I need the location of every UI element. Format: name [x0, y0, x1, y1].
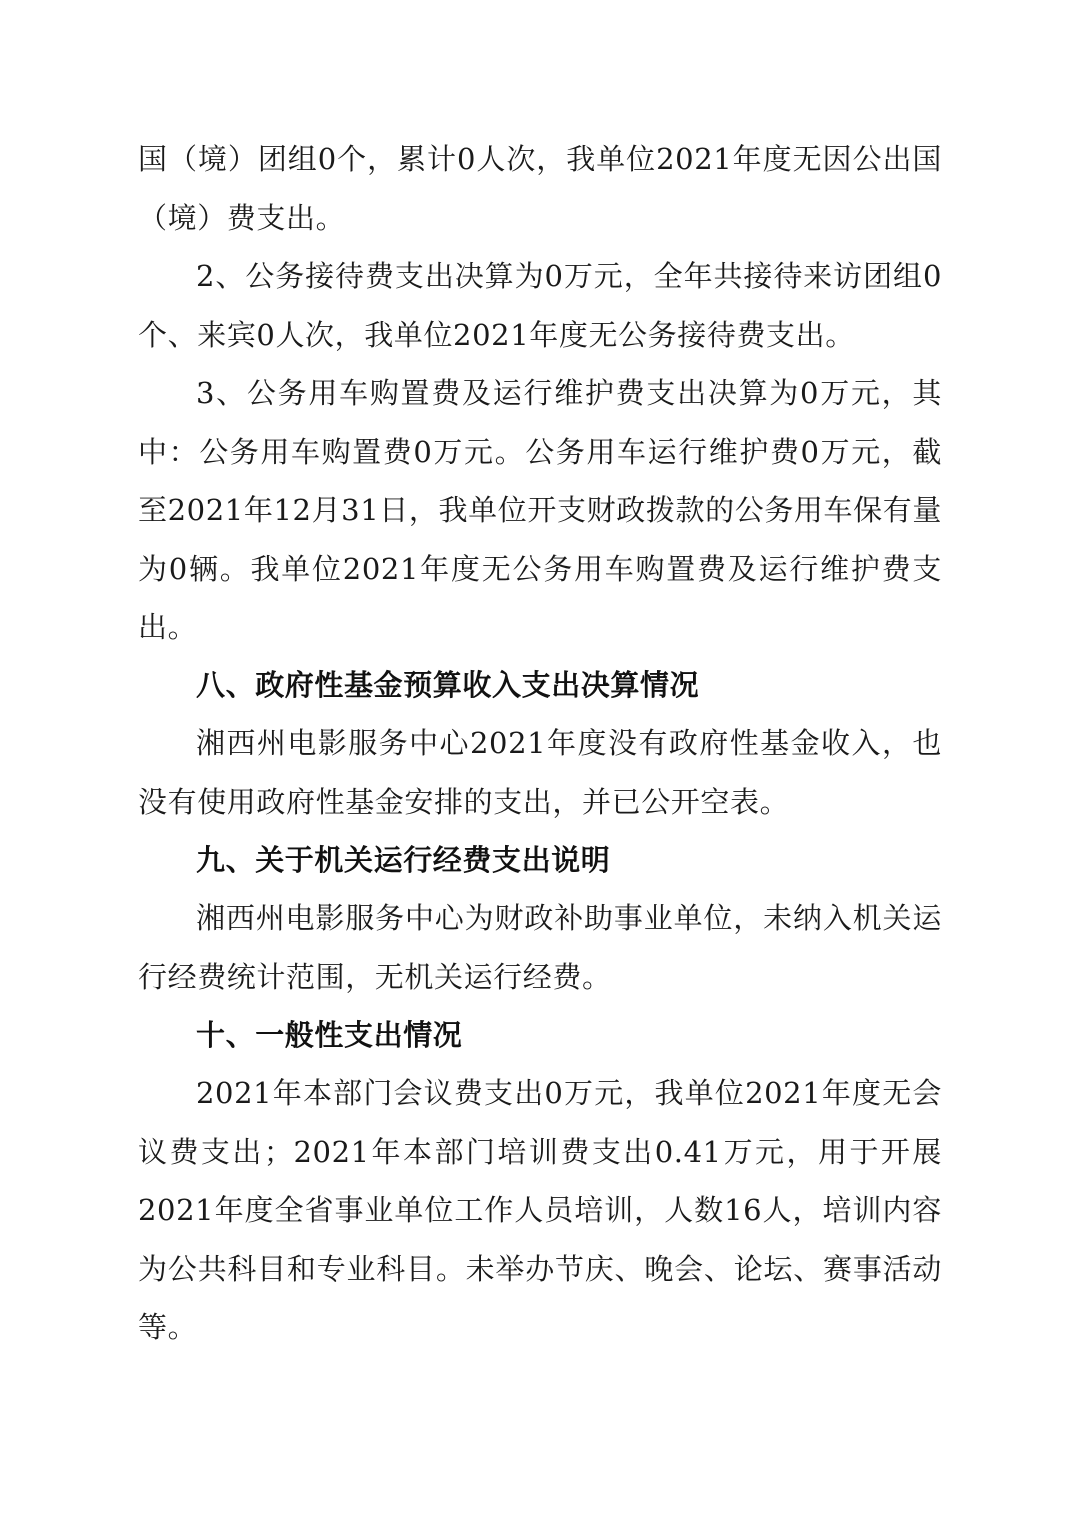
section-heading-general-expenditure: 十、一般性支出情况: [196, 1018, 463, 1052]
paragraph-government-funds: 湘西州电影服务中心2021年度没有政府性基金收入，也没有使用政府性基金安排的支出，并已公开空表。: [138, 726, 942, 819]
section-heading-government-funds: 八、政府性基金预算收入支出决算情况: [196, 668, 700, 702]
section-heading-operating-expenses: 九、关于机关运行经费支出说明: [196, 843, 611, 877]
paragraph-official-reception: 2、公务接待费支出决算为0万元，全年共接待来访团组0个、来宾0人次，我单位2021年度无公务接待费支出。: [138, 259, 942, 352]
paragraph-general-expenditure: 2021年本部门会议费支出0万元，我单位2021年度无会议费支出；2021年本部门培训费支出0.41万元，用于开展2021年度全省事业单位工作人员培训，人数16人，培训内容为公共科目和专业科目。未举办节庆、晚会、论坛、赛事活动等。: [138, 1076, 942, 1344]
paragraph-outbound-travel-continued: 国（境）团组0个，累计0人次，我单位2021年度无因公出国（境）费支出。: [138, 142, 942, 235]
paragraph-operating-expenses: 湘西州电影服务中心为财政补助事业单位，未纳入机关运行经费统计范围，无机关运行经费。: [138, 901, 942, 994]
paragraph-official-vehicles: 3、公务用车购置费及运行维护费支出决算为0万元，其中：公务用车购置费0万元。公务用车运行维护费0万元，截至2021年12月31日，我单位开支财政拨款的公务用车保有量为0辆。我单位2021年度无公务用车购置费及运行维护费支出。: [138, 376, 942, 644]
